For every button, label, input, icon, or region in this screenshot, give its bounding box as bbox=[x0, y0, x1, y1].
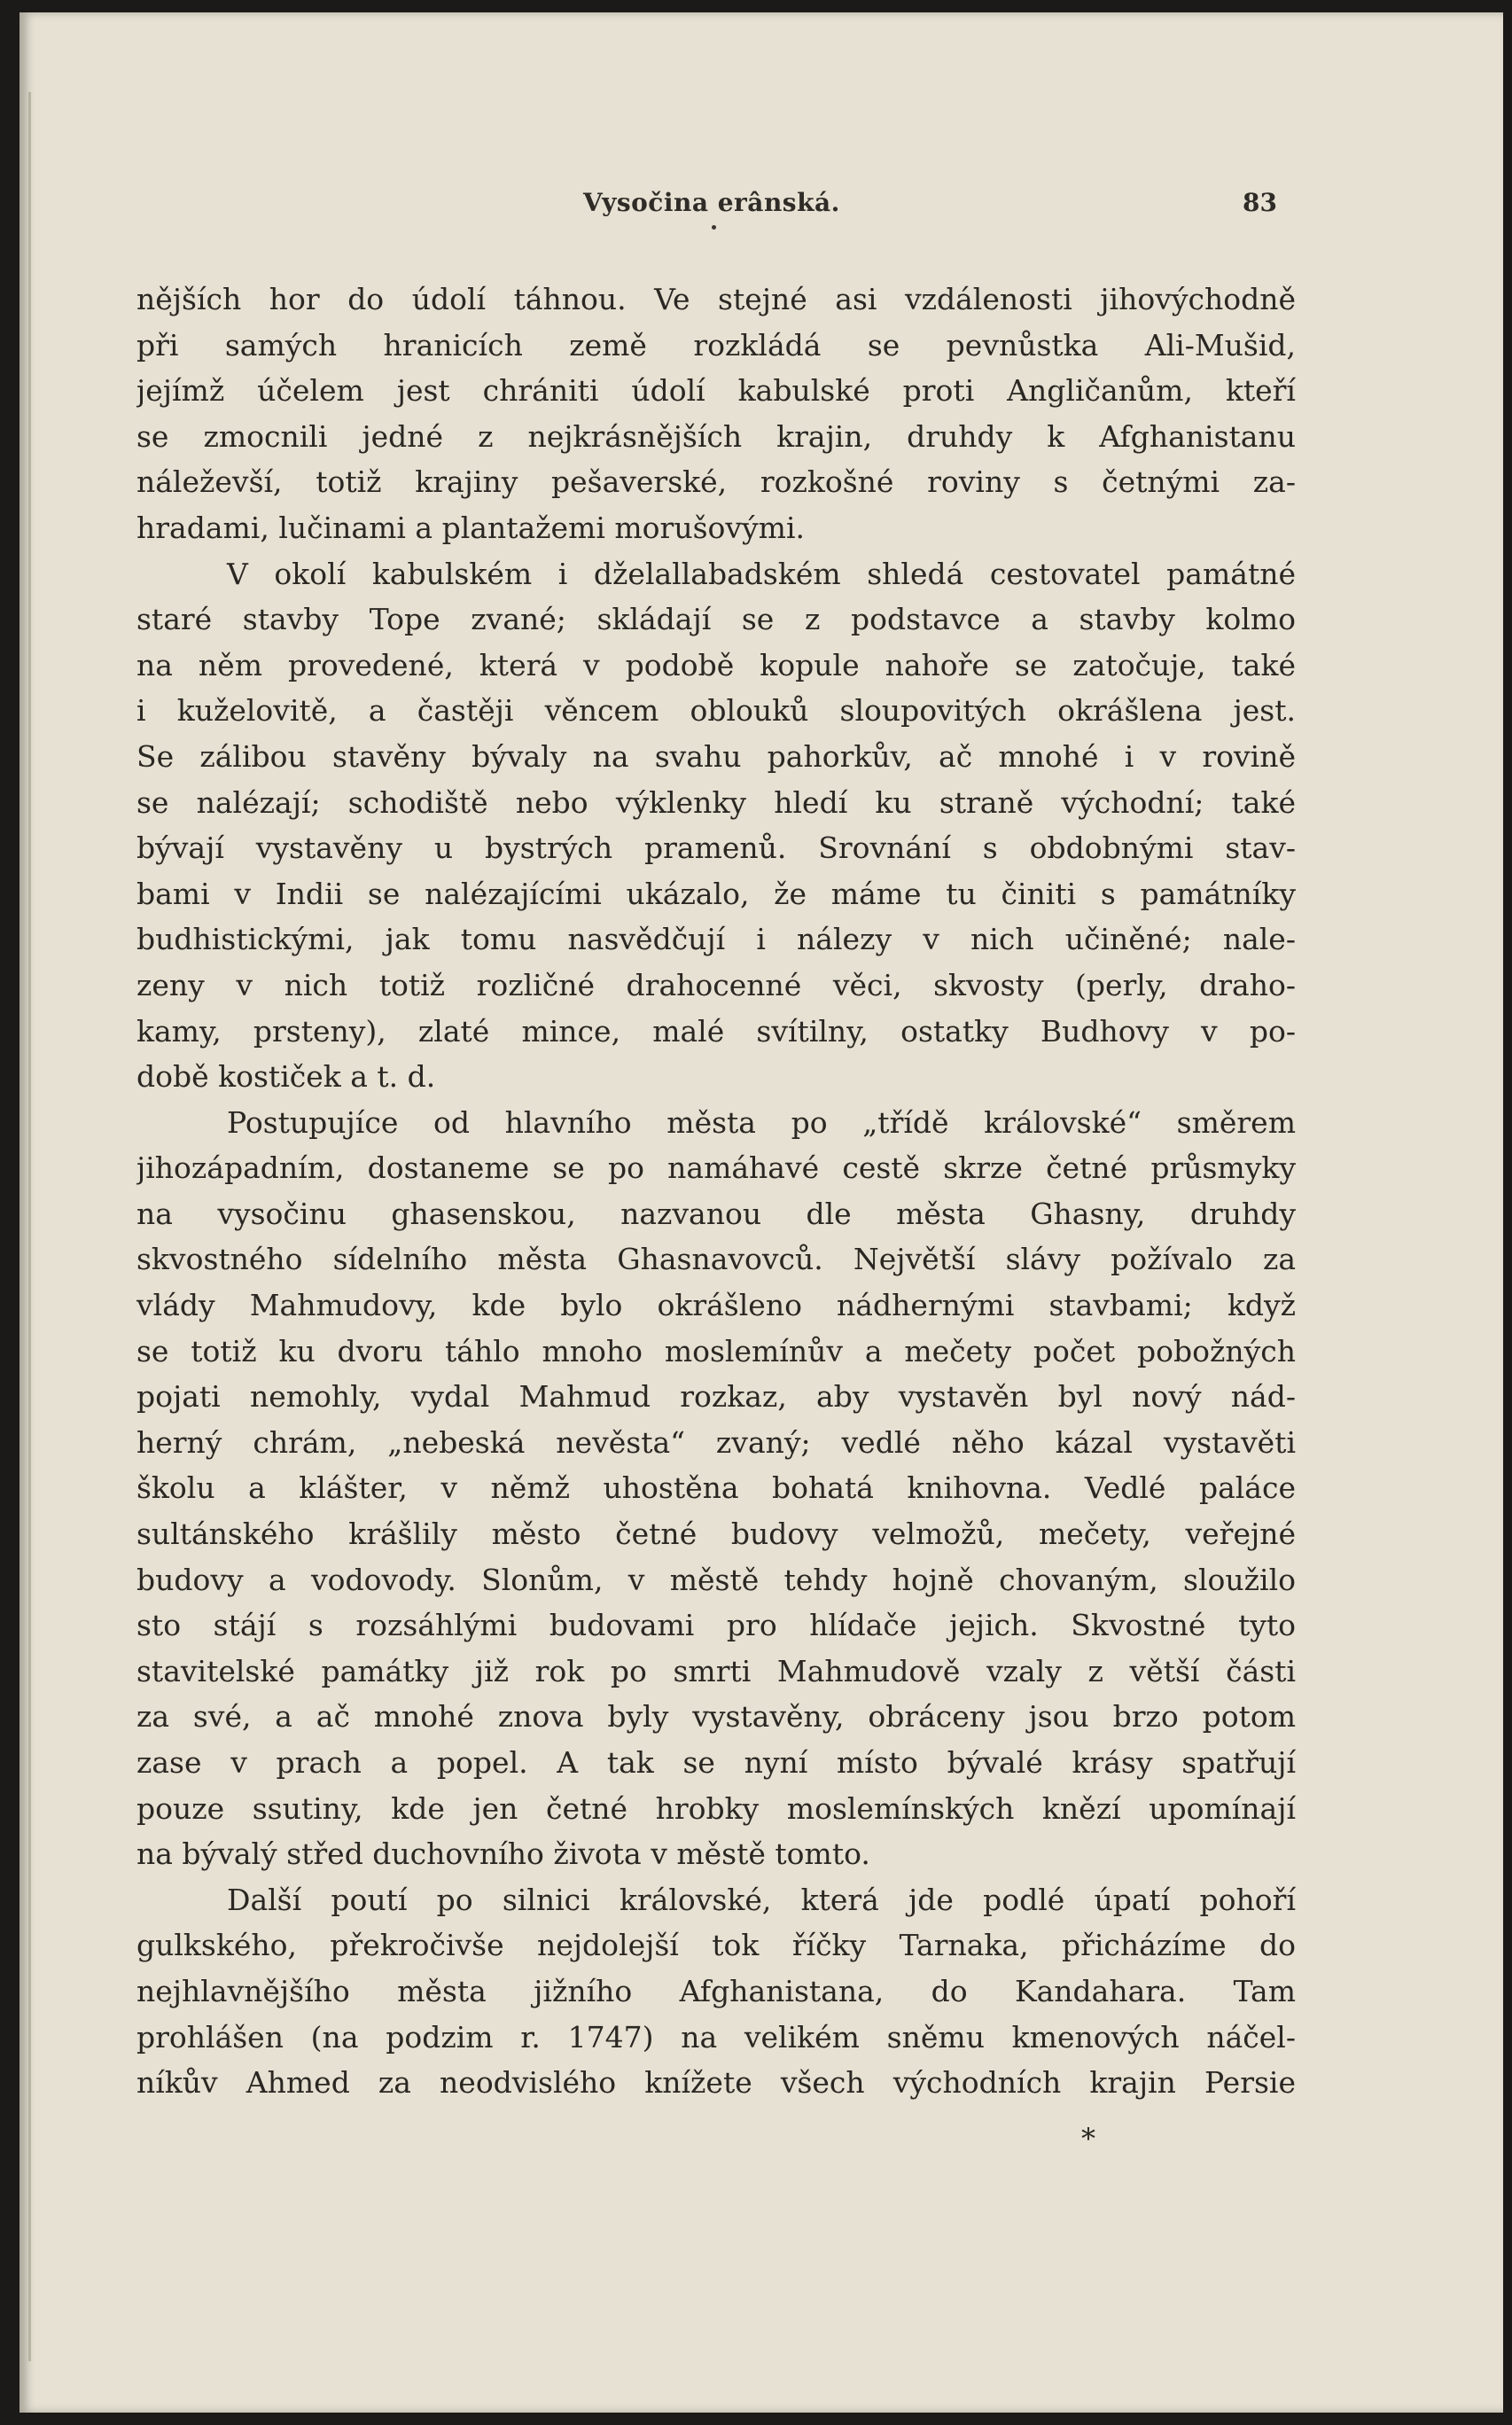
text-line: jejímž účelem jest chrániti údolí kabulské proti Angličanům, kteří bbox=[136, 373, 1296, 409]
text-line: staré stavby Tope zvané; skládají se z podstavce a stavby kolmo bbox=[136, 602, 1296, 637]
text-line: budhistickými, jak tomu nasvědčují i nálezy v nich učiněné; nale- bbox=[136, 922, 1296, 957]
text-line: herný chrám, „nebeská nevěsta“ zvaný; vedlé něho kázal vystavěti bbox=[136, 1424, 1296, 1460]
text-line: se totiž ku dvoru táhlo mnoho moslemínův a mečety počet pobožných bbox=[136, 1333, 1296, 1368]
text-line: sultánského krášlily město četné budovy velmožů, mečety, veřejné bbox=[136, 1517, 1296, 1552]
text-line: se zmocnili jedné z nejkrásnějších krajin, druhdy k Afghanistanu bbox=[136, 418, 1296, 454]
page-gutter-line bbox=[28, 92, 31, 2361]
body-text bbox=[136, 277, 1296, 2106]
running-title: Vysočina erânská. bbox=[583, 188, 840, 217]
text-line: kamy, prsteny), zlaté mince, malé svítilny, ostatky Budhovy v po- bbox=[136, 1013, 1296, 1049]
text-line: sto stájí s rozsáhlými budovami pro hlídače jejich. Skvostné tyto bbox=[136, 1608, 1296, 1643]
text-line: nějších hor do údolí táhnou. Ve stejné asi vzdálenosti jihovýchodně bbox=[136, 282, 1296, 316]
text-line: pouze ssutiny, kde jen četné hrobky moslemínských knězí upomínají bbox=[136, 1790, 1296, 1826]
text-line: stavitelské památky již rok po smrti Mahmudově vzaly z větší části bbox=[136, 1653, 1296, 1688]
text-line: i kuželovitě, a častěji věncem oblouků sloupovitých okrášlena jest. bbox=[136, 693, 1296, 729]
text-line: nejhlavnějšího města jižního Afghanistana, do Kandahara. Tam bbox=[136, 1973, 1296, 2008]
text-line: na něm provedené, která v podobě kopule nahoře se zatočuje, také bbox=[136, 647, 1296, 682]
text-line: Postupujíce od hlavního města po „třídě královské“ směrem bbox=[227, 1104, 1296, 1140]
text-line: na bývalý střed duchovního života v městě tomto. bbox=[136, 1836, 870, 1872]
text-line: pojati nemohly, vydal Mahmud rozkaz, aby vystavěn byl nový nád- bbox=[136, 1379, 1296, 1415]
text-line: zase v prach a popel. A tak se nyní místo bývalé krásy spatřují bbox=[136, 1745, 1296, 1780]
text-line: budovy a vodovody. Slonům, v městě tehdy hojně chovaným, sloužilo bbox=[136, 1562, 1296, 1597]
text-line: za své, a ač mnohé znova byly vystavěny, obráceny jsou brzo potom bbox=[136, 1699, 1296, 1735]
text-line: skvostného sídelního města Ghasnavovců. Největší slávy požívalo za bbox=[136, 1242, 1296, 1277]
text-line: na vysočinu ghasenskou, nazvanou dle města Ghasny, druhdy bbox=[136, 1196, 1296, 1231]
text-line: školu a klášter, v němž uhostěna bohatá knihovna. Vedlé paláce bbox=[136, 1470, 1296, 1506]
text-line: při samých hranicích země rozkládá se pevnůstka Ali-Mušid, bbox=[136, 327, 1296, 363]
running-head bbox=[19, 179, 1503, 232]
text-line: Další poutí po silnici královské, která jde podlé úpatí pohoří bbox=[227, 1882, 1296, 1917]
text-line: vlády Mahmudovy, kde bylo okrášleno nádhernými stavbami; když bbox=[136, 1288, 1296, 1323]
text-line: zeny v nich totiž rozličné drahocenné věci, skvosty (perly, draho- bbox=[136, 967, 1296, 1002]
text-line: V okolí kabulském i dželallabadském shledá cestovatel památné bbox=[227, 556, 1296, 591]
text-line: gulkského, překročivše nejdolejší tok říčky Tarnaka, přicházíme do bbox=[136, 1928, 1296, 1963]
signature-mark: * bbox=[1081, 2122, 1095, 2156]
text-line: bami v Indii se nalézajícími ukázalo, že máme tu činiti s památníky bbox=[136, 876, 1296, 911]
page-number: 83 bbox=[1243, 188, 1277, 217]
text-line: jihozápadním, dostaneme se po namáhavé cestě skrze četné průsmyky bbox=[136, 1150, 1296, 1186]
text-line: hradami, lučinami a plantažemi morušovými. bbox=[136, 510, 806, 545]
book-page bbox=[19, 12, 1503, 2413]
text-line: níkův Ahmed za neodvislého knížete všech východních krajin Persie bbox=[136, 2065, 1296, 2101]
header-dot bbox=[712, 225, 716, 230]
text-line: Se zálibou stavěny bývaly na svahu pahorkův, ač mnohé i v rovině bbox=[136, 738, 1296, 774]
text-line: náleževší, totiž krajiny pešaverské, rozkošné roviny s četnými za- bbox=[136, 464, 1296, 500]
text-line: době kostiček a t. d. bbox=[136, 1059, 436, 1095]
text-line: bývají vystavěny u bystrých pramenů. Srovnání s obdobnými stav- bbox=[136, 830, 1296, 866]
text-line: prohlášen (na podzim r. 1747) na velikém sněmu kmenových náčel- bbox=[136, 2019, 1296, 2055]
text-line: se nalézají; schodiště nebo výklenky hledí ku straně východní; také bbox=[136, 784, 1296, 820]
